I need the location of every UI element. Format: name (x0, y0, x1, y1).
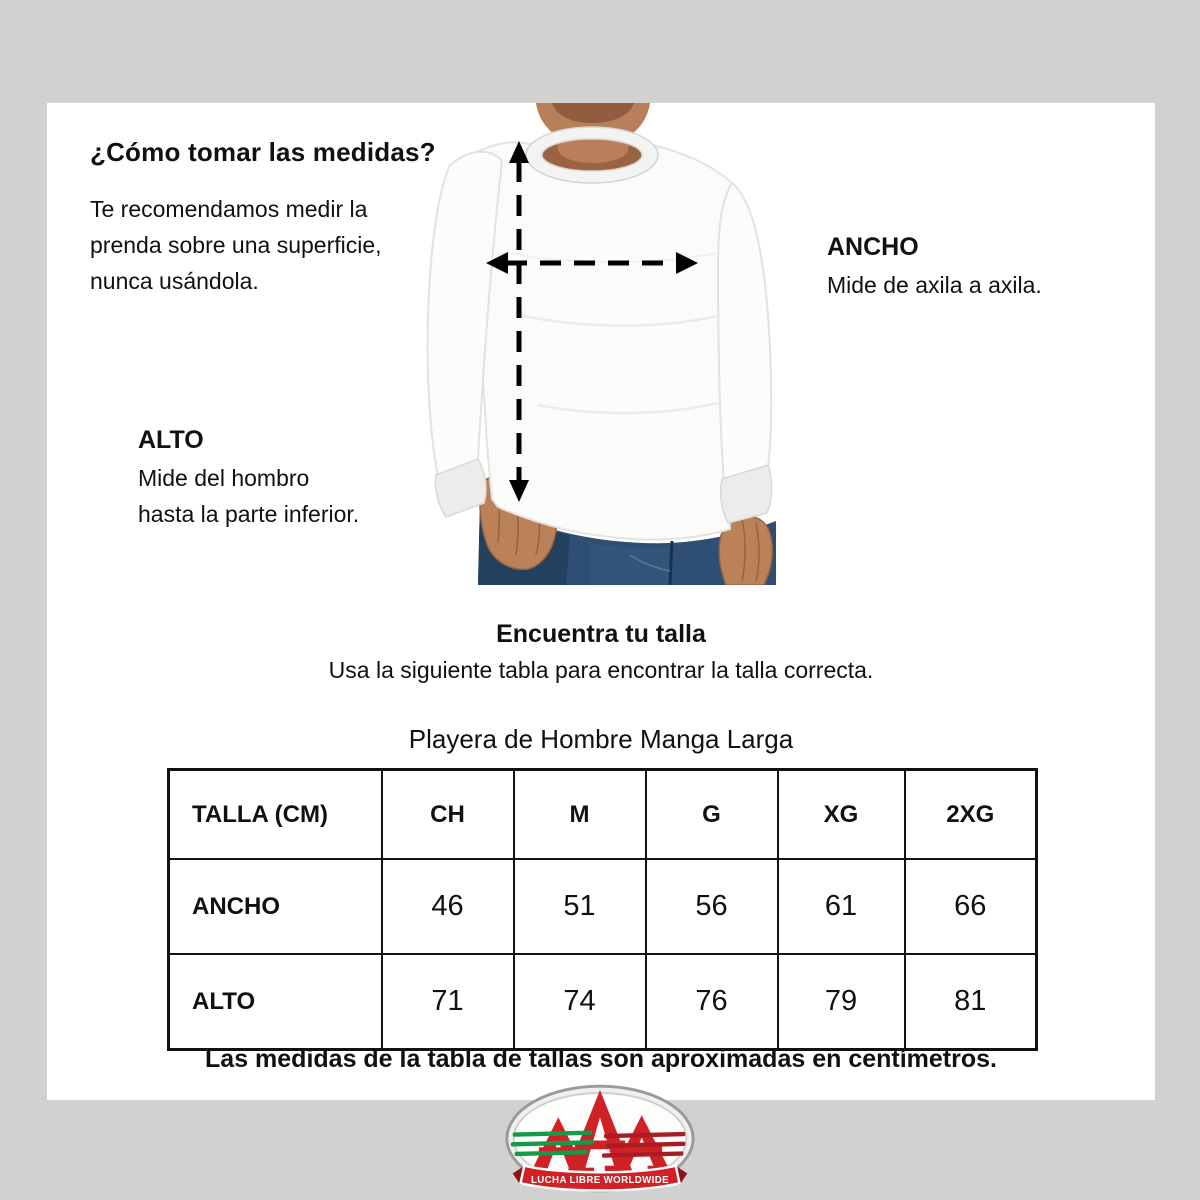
ring-ropes-green (511, 1130, 594, 1156)
row-label-alto: ALTO (169, 954, 382, 1050)
alto-label: ALTO (138, 426, 204, 454)
logo-banner-text: LUCHA LIBRE WORLDWIDE (530, 1175, 670, 1187)
header-cell-ch: CH (382, 770, 514, 860)
alto-description (138, 460, 418, 532)
header-cell-xg: XG (778, 770, 905, 860)
model-photo (420, 103, 812, 585)
alto-description-line1: Mide del hombro (138, 465, 310, 491)
alto-value-g: 76 (646, 954, 778, 1050)
size-table (167, 768, 1038, 1051)
find-size-subheading: Usa la siguiente tabla para encontrar la talla correcta. (328, 657, 874, 683)
header-cell-2xg: 2XG (905, 770, 1037, 860)
intro-text: Te recomendamos medir la prenda sobre una superficie, nunca usándola. (90, 196, 382, 294)
row-label-ancho: ANCHO (169, 859, 382, 954)
ancho-value-ch: 46 (382, 859, 514, 954)
ancho-value-2xg: 66 (905, 859, 1037, 954)
ancho-value-xg: 61 (778, 859, 905, 954)
header-cell-g: G (646, 770, 778, 860)
alto-description-line2: hasta la parte inferior. (138, 501, 360, 527)
find-size-heading: Encuentra tu talla (496, 620, 706, 648)
header-cell-talla: TALLA (CM) (169, 770, 382, 860)
size-table-title: Playera de Hombre Manga Larga (408, 724, 794, 754)
page-title: ¿Cómo tomar las medidas? (90, 137, 436, 167)
alto-value-ch: 71 (382, 954, 514, 1050)
alto-annotation (138, 425, 418, 532)
ancho-label: ANCHO (827, 233, 919, 261)
ancho-description: Mide de axila a axila. (827, 272, 1042, 298)
ancho-value-g: 56 (646, 859, 778, 954)
ancho-value-m: 51 (514, 859, 646, 954)
ancho-annotation (827, 232, 1147, 303)
table-row-ancho (169, 859, 1037, 954)
alto-value-2xg: 81 (905, 954, 1037, 1050)
alto-value-m: 74 (514, 954, 646, 1050)
alto-value-xg: 79 (778, 954, 905, 1050)
size-table-header-row (169, 770, 1037, 860)
table-row-alto (169, 954, 1037, 1050)
table-note: Las medidas de la tabla de tallas son aproximadas en centímetros. (205, 1045, 997, 1073)
header-cell-m: M (514, 770, 646, 860)
ring-ropes-red (602, 1132, 685, 1158)
aaa-logo (503, 1082, 697, 1199)
